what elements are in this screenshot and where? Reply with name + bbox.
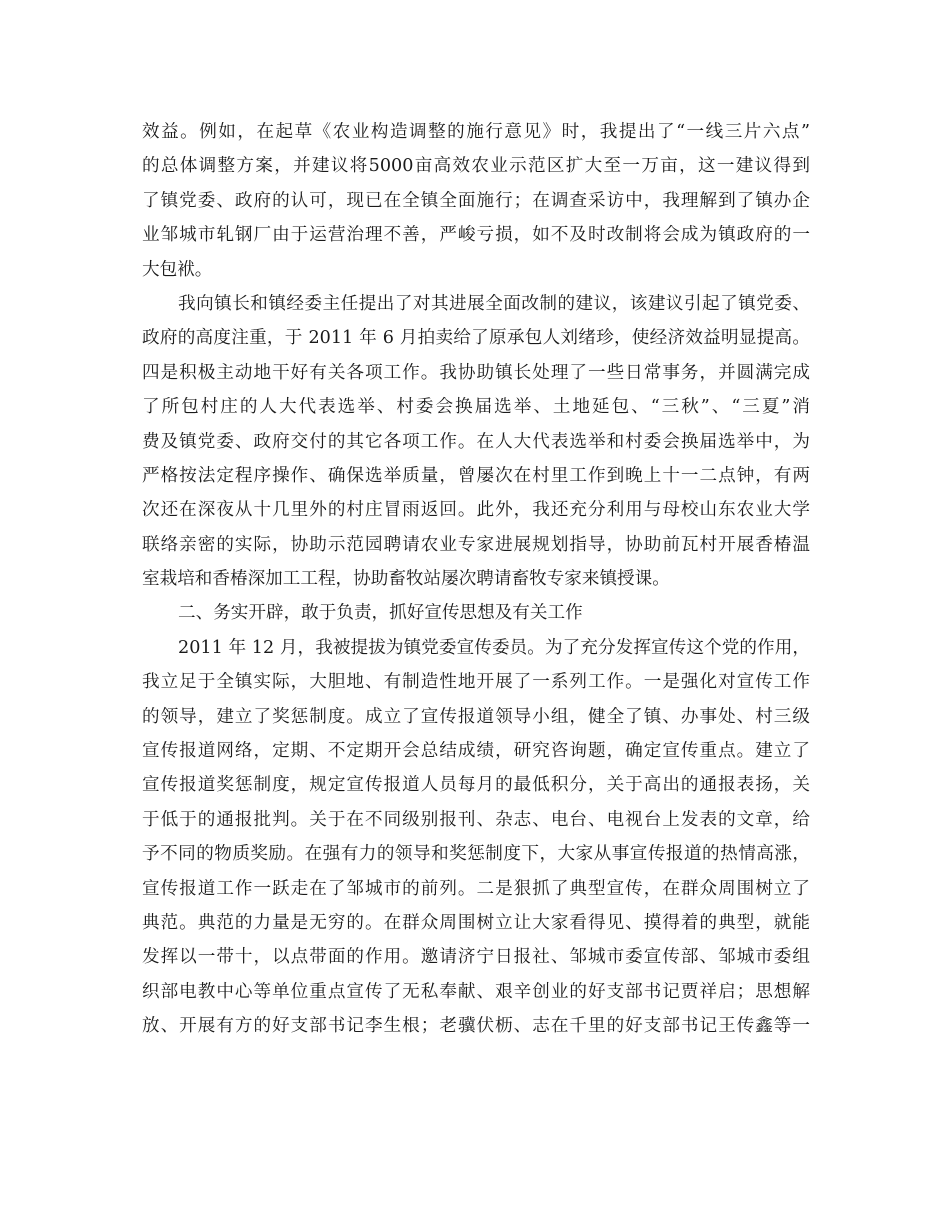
text-line: 予不同的物质奖励。在强有力的领导和奖惩制度下，大家从事宣传报道的热情高涨， bbox=[142, 844, 810, 865]
text-line: 次还在深夜从十几里外的村庄冒雨返回。此外，我还充分利用与母校山东农业大学 bbox=[142, 500, 810, 521]
text-line: 宣传报道网络，定期、不定期开会总结成绩，研究咨询题，确定宣传重点。建立了 bbox=[142, 741, 810, 762]
text-line: 严格按法定程序操作、确保选举质量，曾屡次在村里工作到晚上十一二点钟，有两 bbox=[142, 465, 810, 486]
text-line: 典范。典范的力量是无穷的。在群众周围树立让大家看得见、摸得着的典型，就能 bbox=[142, 912, 810, 933]
text-line: 放、开展有方的好支部书记李生根；老骥伏枥、志在千里的好支部书记王传鑫等一 bbox=[142, 1016, 810, 1037]
paragraph-first-line: 2011 年 12 月，我被提拔为镇党委宣传委员。为了充分发挥宣传这个党的作用， bbox=[178, 637, 810, 658]
paragraph-first-line: 我向镇长和镇经委主任提出了对其进展全面改制的建议，该建议引起了镇党委、 bbox=[178, 293, 810, 314]
paragraph-first-line: 二、务实开辟，敢于负责，抓好宣传思想及有关工作 bbox=[178, 603, 583, 624]
text-line: 效益。例如，在起草《农业构造调整的施行意见》时，我提出了“一线三片六点” bbox=[142, 122, 810, 142]
text-line: 了镇党委、政府的认可，现已在全镇全面施行；在调查采访中，我理解到了镇办企 bbox=[142, 190, 810, 211]
text-line: 的总体调整方案，并建议将5000亩高效农业示范区扩大至一万亩，这一建议得到 bbox=[142, 156, 810, 177]
text-line: 我立足于全镇实际，大胆地、有制造性地开展了一系列工作。一是强化对宣传工作 bbox=[142, 672, 810, 693]
body-text bbox=[142, 115, 810, 1044]
text-line: 织部电教中心等单位重点宣传了无私奉献、艰辛创业的好支部书记贾祥启；思想解 bbox=[142, 981, 810, 1002]
text-line: 的领导，建立了奖惩制度。成立了宣传报道领导小组，健全了镇、办事处、村三级 bbox=[142, 706, 810, 727]
text-line: 联络亲密的实际，协助示范园聘请农业专家进展规划指导，协助前瓦村开展香椿温 bbox=[142, 534, 810, 555]
text-line: 宣传报道工作一跃走在了邹城市的前列。二是狠抓了典型宣传，在群众周围树立了 bbox=[142, 878, 810, 899]
text-line: 政府的高度注重，于 2011 年 6 月拍卖给了原承包人刘绪珍，使经济效益明显提高。 bbox=[142, 328, 810, 349]
text-line: 业邹城市轧钢厂由于运营治理不善，严峻亏损，如不及时改制将会成为镇政府的一 bbox=[142, 225, 810, 246]
text-line: 费及镇党委、政府交付的其它各项工作。在人大代表选举和村委会换届选举中，为 bbox=[142, 431, 810, 452]
text-line: 于低于的通报批判。关于在不同级别报刊、杂志、电台、电视台上发表的文章，给 bbox=[142, 809, 810, 830]
text-line: 宣传报道奖惩制度，规定宣传报道人员每月的最低积分，关于高出的通报表扬，关 bbox=[142, 775, 810, 796]
text-line: 发挥以一带十，以点带面的作用。邀请济宁日报社、邹城市委宣传部、邹城市委组 bbox=[142, 947, 810, 968]
text-line: 大包袱。 bbox=[142, 259, 213, 280]
text-line: 室栽培和香椿深加工工程，协助畜牧站屡次聘请畜牧专家来镇授课。 bbox=[142, 569, 670, 590]
text-line: 了所包村庄的人大代表选举、村委会换届选举、土地延包、“三秋”、“三夏”消 bbox=[142, 397, 810, 418]
text-line: 四是积极主动地干好有关各项工作。我协助镇长处理了一些日常事务，并圆满完成 bbox=[142, 362, 810, 383]
